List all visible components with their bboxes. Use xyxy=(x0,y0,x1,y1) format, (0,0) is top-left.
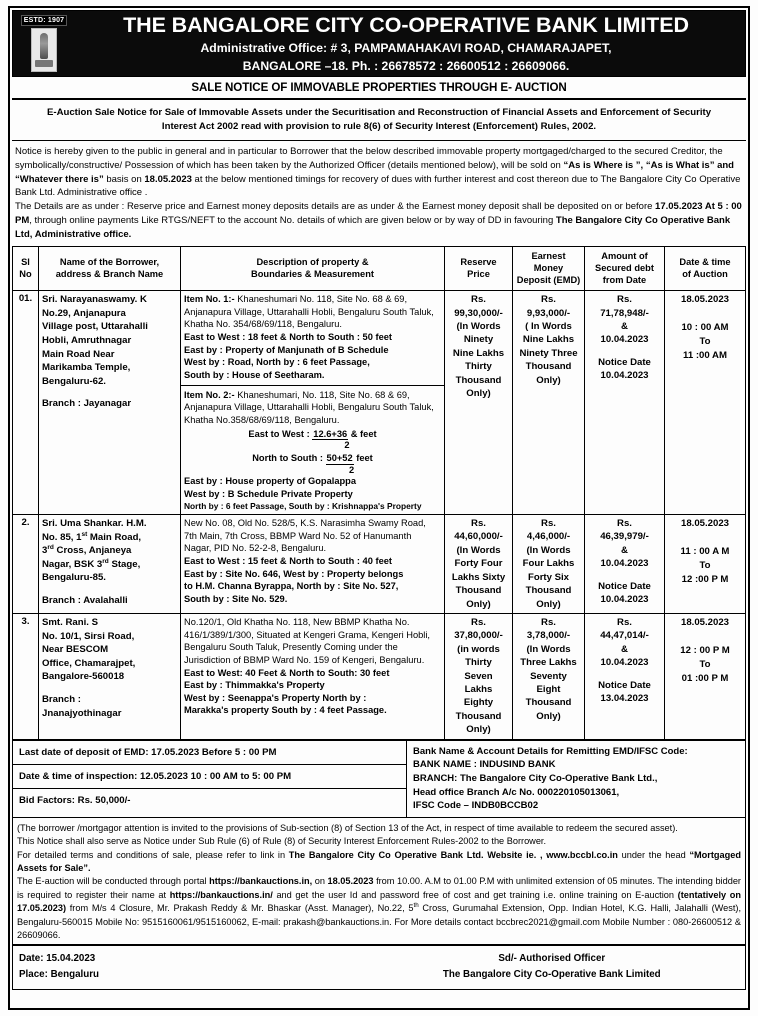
terms-line-3: For detailed terms and conditions of sale, please refer to link in The Bangalore City Co Operative Bank Ltd. Website ie. , www.bccbl.co.in under the head “Mortgaged Assets for Sale”. xyxy=(17,849,741,874)
bank-header-text xyxy=(71,14,741,74)
bank-account-details-cell xyxy=(407,740,746,817)
boundary-line: East by : House property of Gopalappa xyxy=(184,476,357,487)
cell-borrower-name: Smt. Rani. S No. 10/1, Sirsi Road, Near BESCOM Office, Chamarajpet, Bangalore-560018 Branch : Jnanajyothinagar xyxy=(39,613,181,739)
cell-auction-datetime: 18.05.2023 11 : 00 A M To 12 :00 P M xyxy=(665,514,746,613)
terms-line-4: The E-auction will be conducted through portal https://bankauctions.in, on 18.05.2023 from 10.00. A.M to 01.00 P.M with unlimited extension of 05 minutes. The intending bidder is required to register their name at https://bankauctions.in/ and get the user Id and password free of cost and get training i.e. online training on E-auction (tentatively on 17.05.2023) from M/s 4 Closure, Mr. Prakash Reddy & Mr. Bhaskar (Asst. Manager), No.22, 5th Cross, Gurumahal Extension, Opp. Indian Hotel, K.G. Halli, Jalahalli (West), Bengaluru-560015 Mobile No: 9515160061/9515160062, E-mail: prakash@bankauctions.in. For More details contact bccbrec2021@gmail.com Mobile Number : 080-26600512 & 26609066. xyxy=(17,876,742,940)
bank-name: THE BANGALORE CITY CO-OPERATIVE BANK LIMITED xyxy=(123,13,689,37)
boundary-line: East by : Thimmakka's Property xyxy=(184,680,325,691)
property-item xyxy=(184,616,441,717)
cell-auction-datetime: 18.05.2023 12 : 00 P M To 01 :00 P M xyxy=(665,613,746,739)
cell-property-description xyxy=(181,514,445,613)
table-row xyxy=(13,514,746,613)
cell-reserve-price: Rs. 37,80,000/- (in words Thirty Seven Lakhs Eighty Thousand Only) xyxy=(445,613,513,739)
bank-detail-line: BANK NAME : INDUSIND BANK xyxy=(413,759,556,771)
table-row xyxy=(13,291,746,515)
bank-header xyxy=(12,10,746,77)
cell-emd: Rs. 9,93,000/- ( In Words Nine Lakhs Ninety Three Thousand Only) xyxy=(513,291,585,515)
cell-emd: Rs. 4,46,000/- (In Words Four Lakhs Forty Six Thousand Only) xyxy=(513,514,585,613)
bank-account-details-list xyxy=(413,745,741,813)
property-item xyxy=(184,293,441,381)
bank-detail-line: IFSC Code – INDB0BCCB02 xyxy=(413,800,539,812)
boundary-line: West by : Seenappa's Property North by : xyxy=(184,692,367,703)
item-text: Item No. 1:- Khaneshumari No. 118, Site No. 68 & 69, Anjanapura Village, Uttarahalli Hobli, Bengaluru South Taluk, Khatha No. 354/68/69/118, Bengaluru. xyxy=(184,294,434,330)
col-header-borrower: Name of the Borrower, address & Branch Name xyxy=(39,247,181,291)
boundary-line: East to West: 40 Feet & North to South: 30 feet xyxy=(184,667,390,678)
cell-auction-datetime: 18.05.2023 10 : 00 AM To 11 :00 AM xyxy=(665,291,746,515)
boundary-line: West by : B Schedule Private Property xyxy=(184,488,353,499)
bank-detail-line: Head office Branch A/c No. 000220105013061, xyxy=(413,786,620,798)
authorised-officer-label: Sd/- Authorised Officer xyxy=(498,953,606,965)
table-row xyxy=(13,613,746,739)
signature-bank-name: The Bangalore City Co-Operative Bank Limited xyxy=(442,968,661,980)
emd-date-row: Last date of deposit of EMD: 17.05.2023 Before 5 : 00 PM xyxy=(13,741,406,765)
cell-borrower-name: Sri. Narayanaswamy. K No.29, Anjanapura Village post, Uttarahalli Hobli, Amruthnagar Main Road Near Marikamba Temple, Bengaluru-62. Branch : Jayanagar xyxy=(39,291,181,515)
intro-paragraph-1: Notice is hereby given to the public in general and in particular to Borrower that the below described immovable property mortgaged/charged to the secured Creditor, the symbolically/constructive/ Possession of which has been taken by the Authorized Officer (details mentioned below), will be sold on “As is Where is ”, “As is What is” and “Whatever there is” basis on 18.05.2023 at the below mentioned timings for recovery of dues with further interest and cost thereon due to The Bangalore City Co Operative Bank Ltd. Administrative office . xyxy=(15,145,741,199)
col-header-reserve-price: Reserve Price xyxy=(445,247,513,291)
emd-bank-details-table xyxy=(12,740,746,818)
boundary-line: West by : Road, North by : 6 feet Passage, xyxy=(184,357,370,368)
bank-detail-line: Bank Name & Account Details for Remitting EMD/IFSC Code: xyxy=(413,745,688,757)
col-header-secured-debt: Amount of Secured debt from Date xyxy=(585,247,665,291)
terms-line-2: This Notice shall also serve as Notice under Sub Rule (6) of Rule (8) of Security Interest Enforcement Rules-2002 to the Borrower. xyxy=(17,836,547,847)
measurement-fraction: East to West : 12.6+36 & feet 2 xyxy=(248,428,377,451)
col-header-emd: Earnest Money Deposit (EMD) xyxy=(513,247,585,291)
boundary-line: South by : House of Seetharam. xyxy=(184,369,325,380)
boundary-line: South by : Site No. 529. xyxy=(184,593,288,604)
cell-emd: Rs. 3,78,000/- (In Words Three Lakhs Seventy Eight Thousand Only) xyxy=(513,613,585,739)
signature-right xyxy=(365,951,739,982)
table-header-row xyxy=(13,247,746,291)
cell-property-description xyxy=(181,613,445,739)
cell-secured-debt: Rs. 71,78,948/- & 10.04.2023 Notice Date 10.04.2023 xyxy=(585,291,665,515)
cell-reserve-price: Rs. 44,60,000/- (In Words Forty Four Lakhs Sixty Thousand Only) xyxy=(445,514,513,613)
boundary-line: Marakka's property South by : 4 feet Passage. xyxy=(184,705,387,716)
cell-reserve-price: Rs. 99,30,000/- (In Words Ninety Nine Lakhs Thirty Thousand Only) xyxy=(445,291,513,515)
terms-line-1: (The borrower /mortgagor attention is invited to the provisions of Sub-section (8) of Section 13 of the Act, in respect of time available to redeem the secured asset). xyxy=(17,823,678,834)
properties-table xyxy=(12,246,746,739)
notice-subtitle: E-Auction Sale Notice for Sale of Immovable Assets under the Securitisation and Reconstruction of Financial Assets and Enforcement of Security Interest Act 2002 read with provision to rule 8(6) of Security Interest (Enforcement) Rules, 2002. xyxy=(12,100,746,141)
intro-paragraph-2: The Details are as under : Reserve price and Earnest money deposits details are as under & the Earnest money deposit shall be deposited on or before 17.05.2023 At 5 : 00 PM, through online payments Like RTGS/NEFT to the account No. details of which are given below or by way of DD in favouring The Bangalore City Co Operative Bank Ltd, Administrative office. xyxy=(15,201,742,241)
col-header-auction-datetime: Date & time of Auction xyxy=(665,247,746,291)
bank-address-line-2: BANGALORE –18. Ph. : 26678572 : 26600512 : 26609066. xyxy=(242,59,570,74)
boundary-line: North by : 6 feet Passage, South by : Krishnappa's Property xyxy=(184,500,422,511)
notice-outer-border xyxy=(8,6,750,1010)
property-item xyxy=(184,517,441,605)
cell-sl-no: 3. xyxy=(13,613,39,739)
emd-date-row: Bid Factors: Rs. 50,000/- xyxy=(19,794,131,806)
emd-dates-cell xyxy=(13,740,407,817)
property-item xyxy=(184,389,441,512)
cell-sl-no: 01. xyxy=(13,291,39,515)
established-badge: ESTD: 1907 xyxy=(21,15,68,26)
cell-secured-debt: Rs. 46,39,979/- & 10.04.2023 Notice Date 10.04.2023 xyxy=(585,514,665,613)
bank-detail-line: BRANCH: The Bangalore City Co-Operative Bank Ltd., xyxy=(413,773,658,785)
boundary-line: to H.M. Channa Byrappa, North by : Site No. 527, xyxy=(184,581,399,592)
signature-bar xyxy=(12,944,746,989)
sale-notice-title: SALE NOTICE OF IMMOVABLE PROPERTIES THROUGH E- AUCTION xyxy=(12,77,746,100)
measurement-fraction: North to South : 50+52 feet 2 xyxy=(252,452,373,475)
terms-and-conditions xyxy=(12,818,746,944)
emd-date-row: Date & time of inspection: 12.05.2023 10 : 00 AM to 5: 00 PM xyxy=(13,765,406,789)
cell-borrower-name: Sri. Uma Shankar. H.M. No. 85, 1st Main Road, 3rd Cross, Anjaneya Nagar, BSK 3rd Stage, Bengaluru-85. Branch : Avalahalli xyxy=(39,514,181,613)
cell-sl-no: 2. xyxy=(13,514,39,613)
boundary-line: East by : Site No. 646, West by : Property belongs xyxy=(184,568,404,579)
item-text: No.120/1, Old Khatha No. 118, New BBMP Khatha No. 416/1/389/1/300, Situated at Kengeri Grama, Kengeri Hobli, Bengaluru South Taluk, Presently Coming under the Jurisdiction of BBMP Ward No. 159 of Kengeri, Bengaluru. xyxy=(184,616,431,665)
cell-secured-debt: Rs. 44,47,014/- & 10.04.2023 Notice Date 13.04.2023 xyxy=(585,613,665,739)
notice-date: Date: 15.04.2023 xyxy=(19,953,96,965)
boundary-line: East to West : 18 feet & North to South : 50 feet xyxy=(184,332,392,343)
item-text: New No. 08, Old No. 528/5, K.S. Narasimha Swamy Road, 7th Main, 7th Cross, BBMP Ward No. 52 of Hanumanth Nagar, PID No. 52-2-8, Bengaluru. xyxy=(184,517,426,554)
notice-place: Place: Bengaluru xyxy=(19,968,100,980)
notice-intro xyxy=(12,141,746,247)
col-header-sl: Sl No xyxy=(13,247,39,291)
cell-property-description xyxy=(181,291,445,515)
item-text: Item No. 2:- Khaneshumari, No. 118, Site No. 68 & 69, Anjanapura Village, Uttarahalli Hobli, Bengaluru South Taluk, Khatha No.358/68/69/118, Bengaluru. xyxy=(184,389,434,425)
bank-logo-block xyxy=(17,14,71,74)
emblem-icon xyxy=(31,28,57,72)
emd-dates-list xyxy=(13,741,406,812)
col-header-description: Description of property & Boundaries & Measurement xyxy=(181,247,445,291)
boundary-line: East by : Property of Manjunath of B Schedule xyxy=(184,344,389,355)
bank-address-line-1: Administrative Office: # 3, PAMPAMAHAKAVI ROAD, CHAMARAJAPET, xyxy=(200,40,612,55)
signature-left xyxy=(19,951,365,982)
properties-table-body xyxy=(13,291,746,740)
boundary-line: East to West : 15 feet & North to South : 40 feet xyxy=(184,555,392,566)
